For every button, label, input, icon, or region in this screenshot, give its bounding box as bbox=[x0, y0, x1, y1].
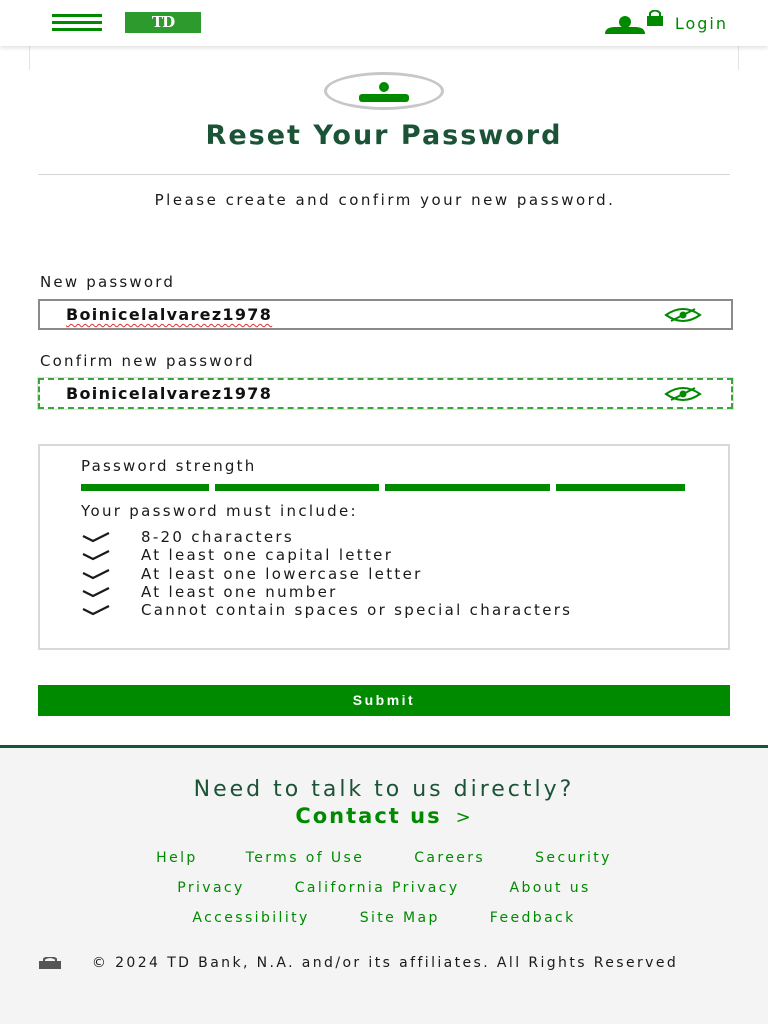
hamburger-menu-icon[interactable] bbox=[52, 14, 102, 32]
footer-links-row bbox=[0, 910, 768, 926]
footer-link-feedback[interactable]: Feedback bbox=[489, 910, 576, 926]
login-button[interactable] bbox=[603, 10, 728, 36]
user-icon bbox=[327, 75, 441, 107]
requirement-item: At least one capital letter bbox=[81, 546, 641, 564]
requirement-item: At least one number bbox=[81, 583, 641, 601]
confirm-password-value[interactable]: Boinicelalvarez1978 bbox=[66, 384, 273, 403]
instructions-text: Please create and confirm your new password. bbox=[154, 191, 616, 209]
footer-link-california-privacy[interactable]: California Privacy bbox=[294, 880, 460, 896]
chevron-right-icon: > bbox=[455, 807, 473, 828]
check-icon bbox=[81, 531, 111, 543]
requirement-item: Cannot contain spaces or special characters bbox=[81, 601, 641, 619]
check-icon bbox=[81, 549, 111, 561]
new-password-label: New password bbox=[40, 273, 176, 291]
footer-link-privacy[interactable]: Privacy bbox=[177, 880, 245, 896]
strength-title: Password strength bbox=[81, 457, 257, 475]
login-label: Login bbox=[674, 13, 728, 33]
footer-link-about-us[interactable]: About us bbox=[509, 880, 591, 896]
requirement-item: 8-20 characters bbox=[81, 528, 641, 546]
footer bbox=[0, 745, 768, 1024]
copyright-text: © 2024 TD Bank, N.A. and/or its affiliates. All Rights Reserved bbox=[91, 955, 679, 971]
eye-slash-icon[interactable] bbox=[663, 307, 703, 323]
top-header bbox=[0, 0, 768, 46]
user-avatar-badge bbox=[324, 72, 444, 110]
footer-link-security[interactable]: Security bbox=[535, 850, 612, 866]
card-border-right bbox=[738, 46, 739, 70]
footer-link-site-map[interactable]: Site Map bbox=[359, 910, 440, 926]
requirements-list bbox=[81, 528, 641, 619]
footer-links-row bbox=[0, 850, 768, 866]
td-logo[interactable]: TD bbox=[125, 12, 201, 33]
divider bbox=[38, 174, 730, 175]
footer-link-help[interactable]: Help bbox=[156, 850, 198, 866]
strength-bar-segment bbox=[81, 484, 209, 491]
password-strength-panel bbox=[38, 444, 730, 650]
footer-link-accessibility[interactable]: Accessibility bbox=[192, 910, 310, 926]
check-icon bbox=[81, 568, 111, 580]
card-border-left bbox=[29, 46, 30, 70]
user-lock-icon bbox=[603, 10, 665, 36]
new-password-value[interactable]: Boinicelalvarez1978 bbox=[66, 305, 273, 324]
requirements-heading: Your password must include: bbox=[81, 502, 358, 520]
requirement-item: At least one lowercase letter bbox=[81, 565, 641, 583]
confirm-password-field[interactable] bbox=[38, 378, 733, 409]
eye-slash-icon[interactable] bbox=[663, 386, 703, 402]
footer-link-careers[interactable]: Careers bbox=[414, 850, 486, 866]
footer-link-terms[interactable]: Terms of Use bbox=[245, 850, 365, 866]
contact-us-label: Contact us bbox=[295, 804, 442, 828]
submit-button[interactable]: Submit bbox=[38, 685, 730, 716]
footer-heading: Need to talk to us directly? bbox=[193, 777, 575, 802]
page-title: Reset Your Password bbox=[205, 120, 563, 151]
strength-bar-segment bbox=[385, 484, 550, 491]
strength-bar-segment bbox=[215, 484, 379, 491]
check-icon bbox=[81, 604, 111, 616]
strength-bar-segment bbox=[556, 484, 685, 491]
strength-meter bbox=[81, 484, 685, 491]
check-icon bbox=[81, 586, 111, 598]
footer-links-row bbox=[0, 880, 768, 896]
contact-us-link[interactable] bbox=[0, 804, 768, 828]
confirm-password-label: Confirm new password bbox=[40, 352, 255, 370]
new-password-field[interactable] bbox=[38, 299, 733, 330]
